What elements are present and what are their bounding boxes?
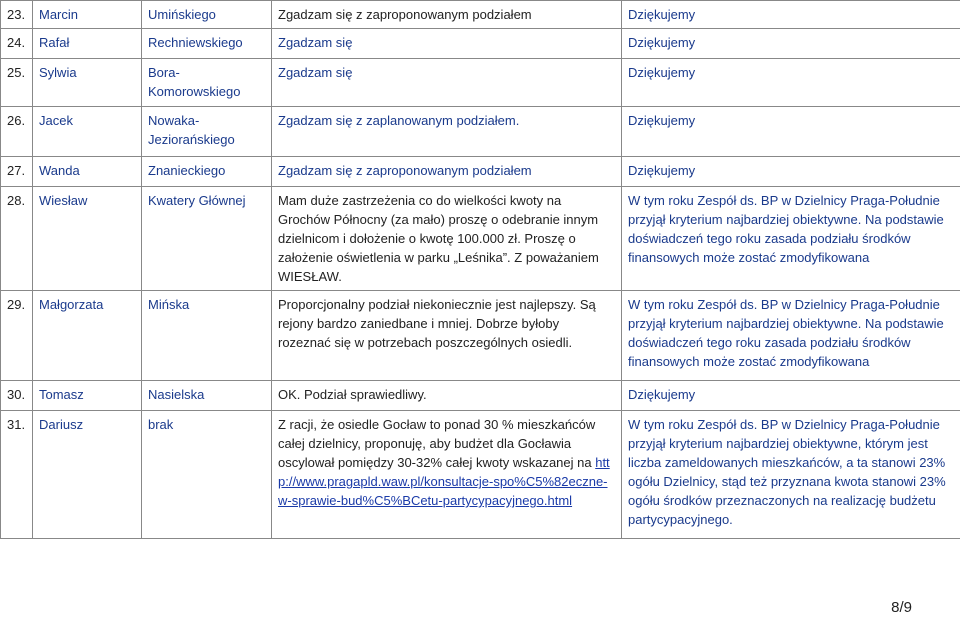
opinion-text: Proporcjonalny podział niekoniecznie jest najlepszy. Są rejony bardzo zaniedbane i mniej. Dobrze byłoby rozeznać się w potrzebach poszczególnych osiedli. bbox=[272, 291, 622, 381]
opinion-text: Z racji, że osiedle Gocław to ponad 30 % mieszkańców całej dzielnicy, proponuję, aby budżet dla Gocławia oscylował pomiędzy 30-32% całej kwoty wskazanej na http://www.pragapld.waw.pl/konsultacje-spo%C5%82eczne-w-sprawie-bud%C5%BCetu-partycypacyjnego.html bbox=[272, 411, 622, 539]
first-name: Małgorzata bbox=[33, 291, 142, 381]
table-row bbox=[1, 291, 960, 381]
row-number: 24. bbox=[1, 29, 33, 59]
opinion-text: Zgadzam się bbox=[272, 59, 622, 107]
response-text: Dziękujemy bbox=[622, 107, 960, 157]
response-text: W tym roku Zespół ds. BP w Dzielnicy Praga-Południe przyjął kryterium najbardziej obiektywne. Na podstawie doświadczeń tego roku zasada podziału środków finansowych może zostać zmodyfikowana bbox=[622, 291, 960, 381]
first-name: Jacek bbox=[33, 107, 142, 157]
street-name: Bora-Komorowskiego bbox=[142, 59, 272, 107]
table-row bbox=[1, 1, 960, 29]
table-row bbox=[1, 157, 960, 187]
first-name: Rafał bbox=[33, 29, 142, 59]
row-number: 31. bbox=[1, 411, 33, 539]
table-row bbox=[1, 59, 960, 107]
street-name: Rechniewskiego bbox=[142, 29, 272, 59]
row-number: 29. bbox=[1, 291, 33, 381]
table-row bbox=[1, 29, 960, 59]
row-number: 30. bbox=[1, 381, 33, 411]
row-number: 28. bbox=[1, 187, 33, 291]
street-name: Mińska bbox=[142, 291, 272, 381]
opinion-text: Mam duże zastrzeżenia co do wielkości kwoty na Grochów Północny (za mało) proszę o odebranie innym dzielnicom i dołożenie o kwotę 100.000 zł. Proszę o założenie oświetlenia w parku „Leśnika”. Z poważaniem WIESŁAW. bbox=[272, 187, 622, 291]
consultation-link[interactable]: http://www.pragapld.waw.pl/konsultacje-spo%C5%82eczne-w-sprawie-bud%C5%BCetu-partycypacyjnego.html bbox=[278, 455, 610, 508]
street-name: Kwatery Głównej bbox=[142, 187, 272, 291]
row-number: 27. bbox=[1, 157, 33, 187]
table-row bbox=[1, 107, 960, 157]
first-name: Tomasz bbox=[33, 381, 142, 411]
table-row bbox=[1, 381, 960, 411]
opinion-text: OK. Podział sprawiedliwy. bbox=[272, 381, 622, 411]
opinion-text: Zgadzam się z zaplanowanym podziałem. bbox=[272, 107, 622, 157]
row-number: 25. bbox=[1, 59, 33, 107]
response-text: W tym roku Zespół ds. BP w Dzielnicy Praga-Południe przyjął kryterium najbardziej obiektywne, którym jest liczba zameldowanych mieszkańców, a ta stanowi 23% ogółu Dzielnicy, stąd też przyznana kwota stanowi 23% ogółu środków przeznaczonych na realizację budżetu partycypacyjnego. bbox=[622, 411, 960, 539]
response-text: W tym roku Zespół ds. BP w Dzielnicy Praga-Południe przyjął kryterium najbardziej obiektywne. Na podstawie doświadczeń tego roku zasada podziału środków finansowych może zostać zmodyfikowana bbox=[622, 187, 960, 291]
response-text: Dziękujemy bbox=[622, 1, 960, 29]
response-text: Dziękujemy bbox=[622, 29, 960, 59]
row-number: 26. bbox=[1, 107, 33, 157]
response-text: Dziękujemy bbox=[622, 59, 960, 107]
response-text: Dziękujemy bbox=[622, 381, 960, 411]
first-name: Marcin bbox=[33, 1, 142, 29]
first-name: Wanda bbox=[33, 157, 142, 187]
table-row bbox=[1, 187, 960, 291]
row-number: 23. bbox=[1, 1, 33, 29]
street-name: Umińskiego bbox=[142, 1, 272, 29]
response-text: Dziękujemy bbox=[622, 157, 960, 187]
opinion-text: Zgadzam się z zaproponowanym podziałem bbox=[272, 157, 622, 187]
table-row bbox=[1, 411, 960, 539]
first-name: Sylwia bbox=[33, 59, 142, 107]
street-name: Znanieckiego bbox=[142, 157, 272, 187]
first-name: Wiesław bbox=[33, 187, 142, 291]
street-name: Nasielska bbox=[142, 381, 272, 411]
opinion-text: Zgadzam się bbox=[272, 29, 622, 59]
page-number: 8/9 bbox=[891, 599, 912, 616]
street-name: Nowaka-Jeziorańskiego bbox=[142, 107, 272, 157]
opinion-text: Zgadzam się z zaproponowanym podziałem bbox=[272, 1, 622, 29]
street-name: brak bbox=[142, 411, 272, 539]
first-name: Dariusz bbox=[33, 411, 142, 539]
